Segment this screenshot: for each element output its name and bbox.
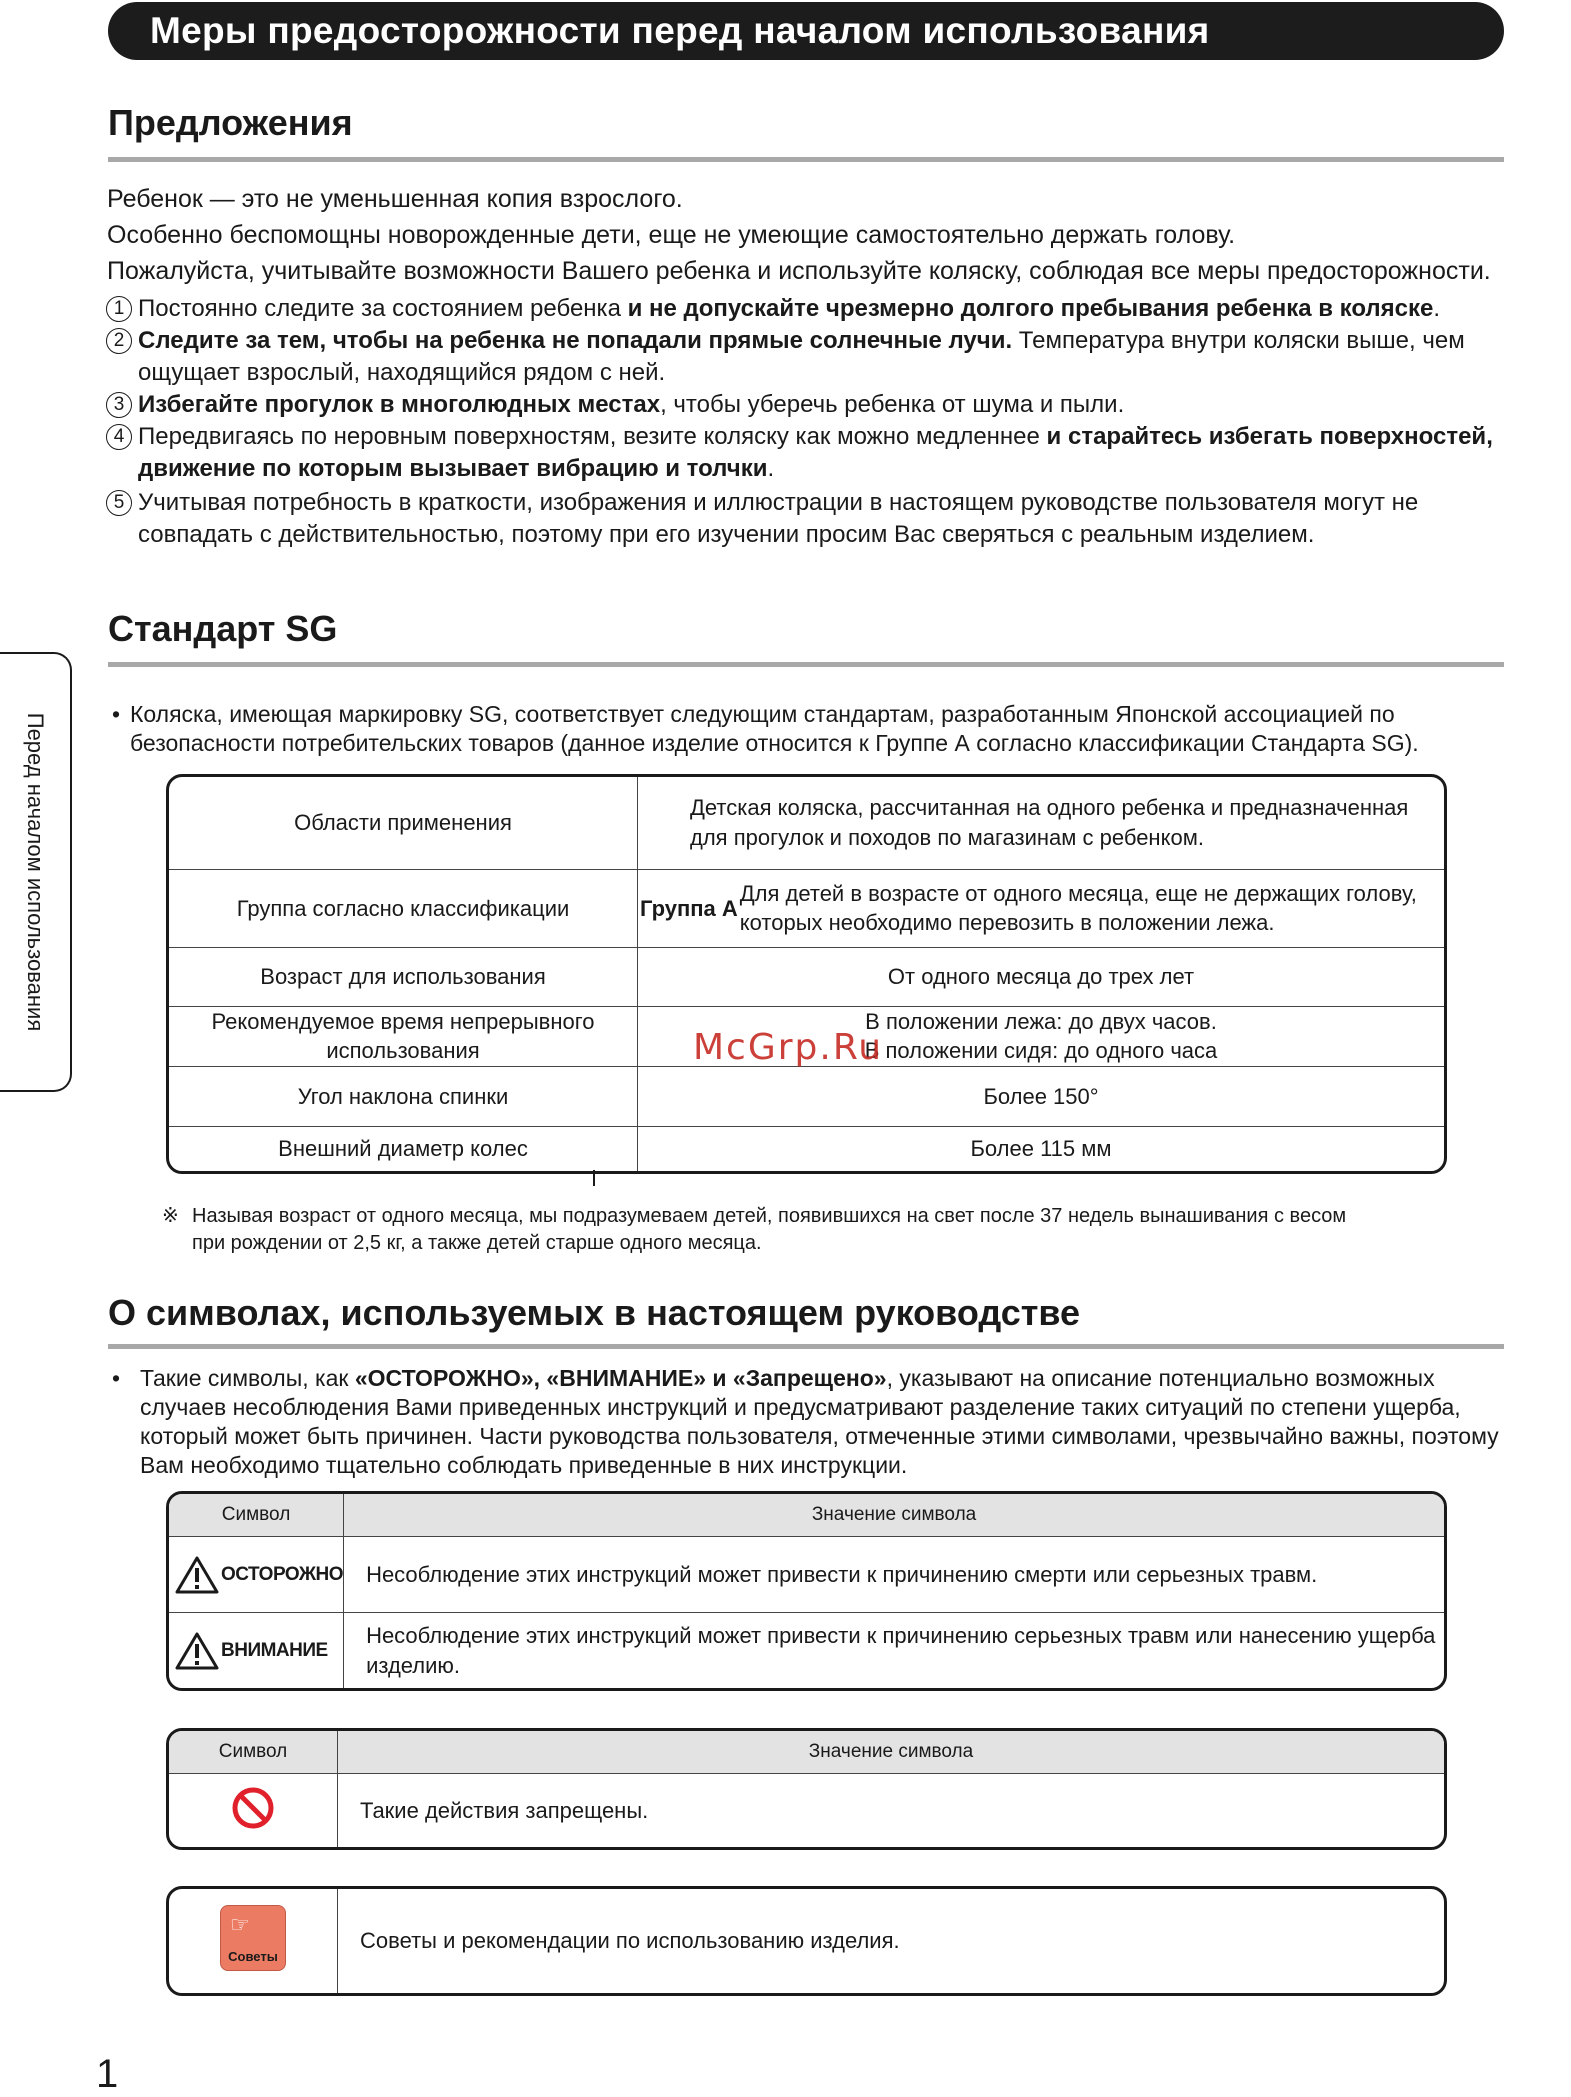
cell-time-label: Рекомендуемое время непрерывного использования	[169, 1006, 638, 1066]
section-title-symbols: О символах, используемых в настоящем руководстве	[108, 1292, 1081, 1333]
section-divider	[108, 157, 1504, 162]
header-symbol: Символ	[169, 1494, 344, 1537]
recommendation-item-5: 5 Учитывая потребность в краткости, изображения и иллюстрации в настоящем руководстве пользователя могут не совпадать с действительностью, поэтому при его изучении просим Вас сверяться с реальным изделием.	[106, 487, 1526, 551]
cell-age-label: Возраст для использования	[169, 947, 638, 1006]
caution-symbol-cell	[169, 1613, 344, 1689]
cell-group-label: Группа согласно классификации	[169, 869, 638, 947]
number-circle: 3	[106, 392, 132, 418]
number-circle: 2	[106, 328, 132, 354]
section-divider	[108, 1344, 1504, 1349]
sg-footnote: ※ Называя возраст от одного месяца, мы подразумеваем детей, появившихся на свет после 37 недель вынашивания с весом при рождении от 2,5 кг, а также детей старше одного месяца.	[162, 1205, 1347, 1254]
header-meaning: Значение символа	[338, 1731, 1445, 1774]
warning-meaning: Несоблюдение этих инструкций может привести к причинению смерти или серьезных травм.	[344, 1537, 1444, 1613]
number-circle: 5	[106, 490, 132, 516]
cell-application-label: Области применения	[169, 777, 638, 869]
warning-word: ОСТОРОЖНО	[221, 1563, 344, 1585]
page-number: 1	[96, 2052, 119, 2096]
intro-line-3: Пожалуйста, учитывайте возможности Вашего ребенка и используйте коляску, соблюдая все меры предосторожности.	[107, 257, 1491, 285]
recommendation-item-3: 3 Избегайте прогулок в многолюдных местах, чтобы уберечь ребенка от шума и пыли.	[106, 389, 1526, 421]
recommendation-item-2: 2 Следите за тем, чтобы на ребенка не попадали прямые солнечные лучи. Температура внутри коляски выше, чем ощущает взрослый, находящийся рядом с ней.	[106, 325, 1526, 389]
number-circle: 1	[106, 296, 132, 322]
cell-wheel-label: Внешний диаметр колес	[169, 1126, 638, 1171]
cell-backrest-value: Более 150°	[638, 1066, 1445, 1126]
section-title-sg-standard: Стандарт SG	[108, 608, 338, 649]
tips-symbol-cell	[169, 1889, 338, 1993]
cell-backrest-label: Угол наклона спинки	[169, 1066, 638, 1126]
number-circle: 4	[106, 424, 132, 450]
group-name: Группа А	[639, 895, 738, 921]
cell-group-value	[638, 869, 1445, 947]
cell-application-value: Детская коляска, рассчитанная на одного ребенка и предназначенная для прогулок и походов по магазинам с ребенком.	[638, 777, 1445, 869]
recommendation-item-1: 1 Постоянно следите за состоянием ребенка и не допускайте чрезмерно долгого пребывания ребенка в коляске.	[106, 293, 1526, 325]
prohibited-symbol-cell	[169, 1774, 338, 1848]
warning-triangle-icon	[175, 1555, 219, 1595]
cell-age-value: От одного месяца до трех лет	[638, 947, 1445, 1006]
table-divider-tick	[593, 1170, 595, 1186]
sg-standard-table	[166, 774, 1447, 1174]
prohibited-symbol-table	[166, 1728, 1447, 1850]
caution-triangle-icon	[175, 1631, 219, 1671]
section-title-proposals: Предложения	[108, 102, 353, 143]
warning-symbols-table	[166, 1491, 1447, 1691]
watermark: McGrp.Ru	[693, 1027, 884, 1068]
cell-time-value: В положении лежа: до двух часов. В положении сидя: до одного часа	[638, 1006, 1445, 1066]
caution-word: ВНИМАНИЕ	[221, 1639, 328, 1661]
intro-line-1: Ребенок — это не уменьшенная копия взрослого.	[107, 185, 683, 213]
tips-meaning: Советы и рекомендации по использованию изделия.	[360, 1928, 900, 1953]
prohibited-meaning: Такие действия запрещены.	[360, 1797, 649, 1823]
section-divider	[108, 662, 1504, 667]
prohibited-icon	[231, 1786, 275, 1830]
pointing-hand-icon: ☞	[230, 1912, 250, 1937]
header-symbol: Символ	[169, 1731, 338, 1774]
warning-symbol-cell	[169, 1537, 344, 1613]
caution-meaning: Несоблюдение этих инструкций может привести к причинению серьезных травм или нанесению ущерба изделию.	[366, 1622, 1436, 1678]
intro-line-2: Особенно беспомощны новорожденные дети, еще не умеющие самостоятельно держать голову.	[107, 221, 1236, 249]
group-description: Для детей в возрасте от одного месяца, еще не держащих голову, которых необходимо перевозить в положении лежа.	[739, 881, 1417, 935]
symbols-description: • Такие символы, как «ОСТОРОЖНО», «ВНИМАНИЕ» и «Запрещено», указывают на описание потенциально возможных случаев несоблюдения Вами приведенных инструкций и предусматривают разделение таких ситуаций по степени ущерба, который может быть причинен. Части руководства пользователя, отмеченные этими символами, чрезвычайно важны, поэтому Вам необходимо тщательно соблюдать приведенные в них инструкции.	[112, 1365, 1499, 1478]
header-meaning: Значение символа	[344, 1494, 1444, 1537]
side-chapter-label: Перед началом использования	[23, 712, 48, 1032]
cell-wheel-value: Более 115 мм	[970, 1136, 1112, 1162]
recommendation-item-4: 4 Передвигаясь по неровным поверхностям, везите коляску как можно медленнее и старайтесь избегать поверхностей, движение по которым вызывает вибрацию и толчки.	[106, 421, 1526, 485]
sg-description: • Коляска, имеющая маркировку SG, соответствует следующим стандартам, разработанным Японской ассоциацией по безопасности потребительских товаров (данное изделие относится к Группе А согласно классификации Стандарта SG).	[112, 701, 1419, 756]
side-chapter-tab	[0, 652, 72, 1092]
tips-symbol-table	[166, 1886, 1447, 1996]
page-banner-title: Меры предосторожности перед началом использования	[108, 2, 1504, 60]
tips-icon: ☞ Советы	[220, 1905, 286, 1971]
